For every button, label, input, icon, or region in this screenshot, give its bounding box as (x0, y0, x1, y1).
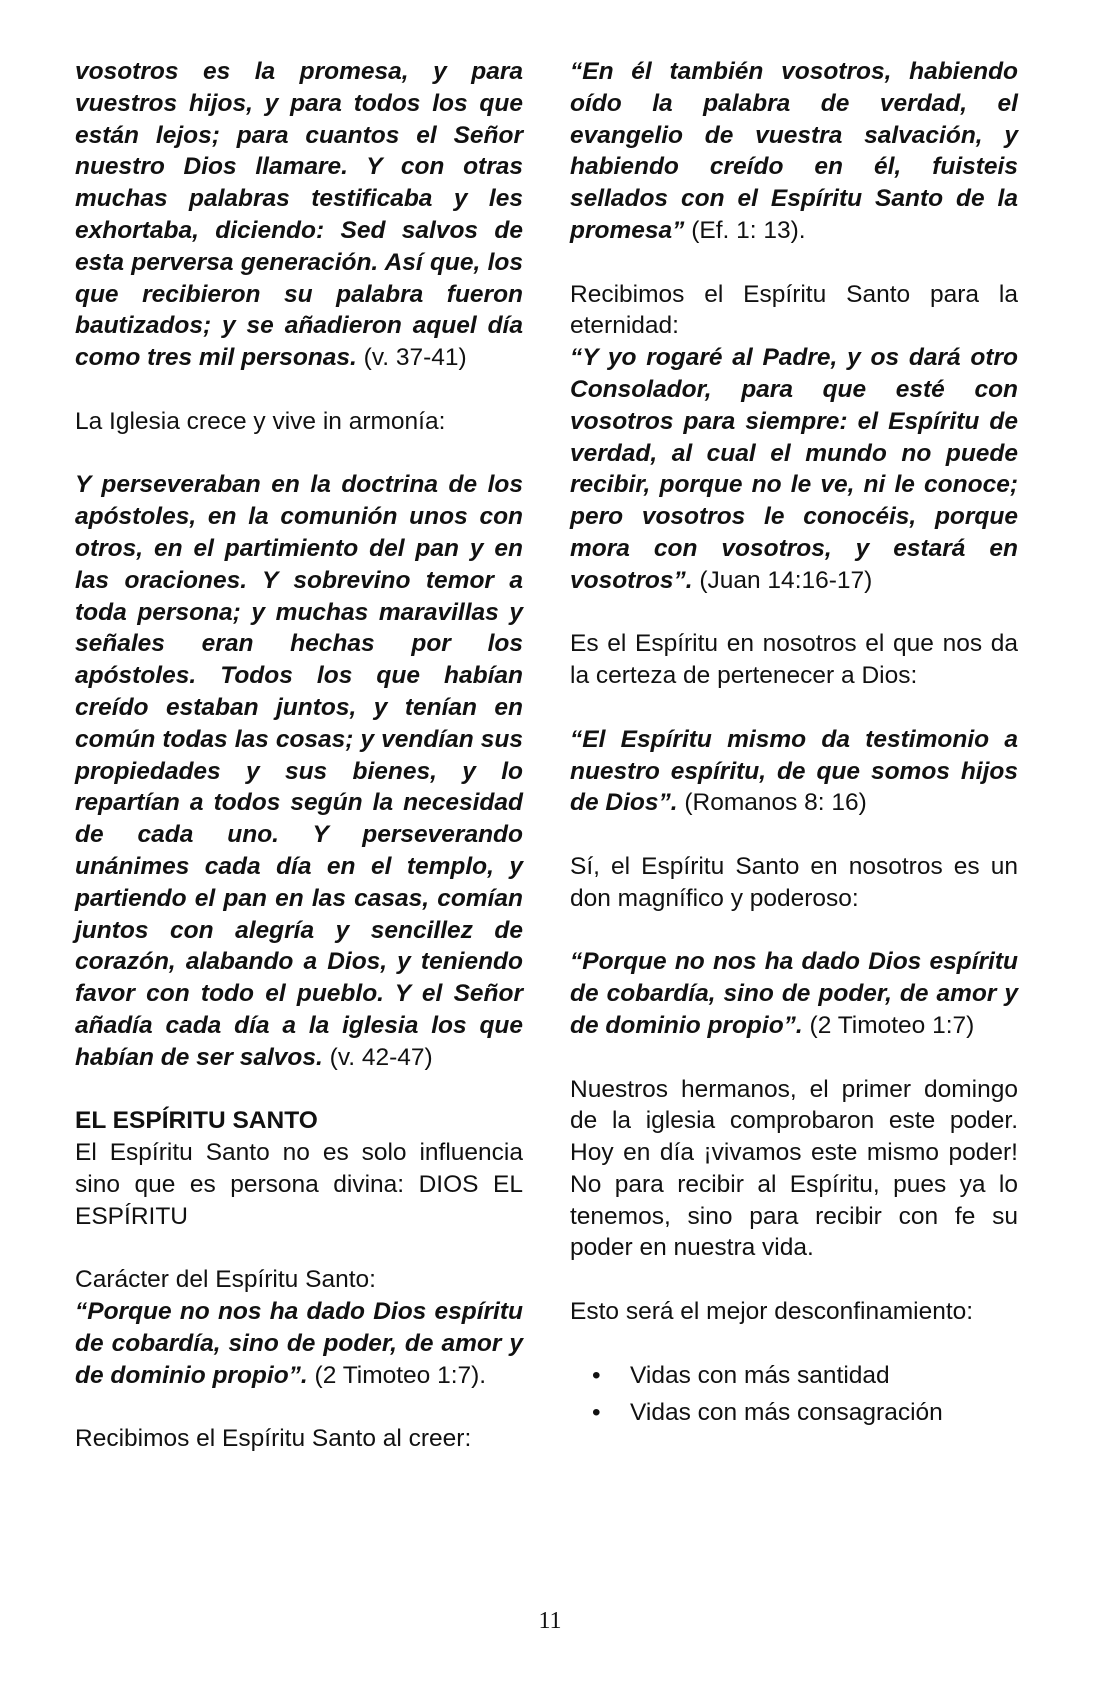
paragraph-acts-42-47 (75, 469, 523, 1073)
list-item (570, 1397, 1018, 1429)
list-item (570, 1360, 1018, 1392)
bullet-list (570, 1360, 1018, 1430)
paragraph-eternity (570, 279, 1018, 597)
verse-reference: (2 Timoteo 1:7). (314, 1361, 487, 1389)
bible-verse: Y perseveraban en la doctrina de los apóstoles, en la comunión unos con otros, en el partimiento del pan y en las oraciones. Y sobrevino temor a toda persona; y muchas maravillas y señales eran hechas por los apóstoles. Todos los que habían creído estaban juntos, y tenían en común todas las cosas; y vendían sus propiedades y sus bienes, y lo repartían a todos según la necesidad de cada uno. Y perseverando unánimes cada día en el templo, y partiendo el pan en las casas, comían juntos con alegría y sencillez de corazón, alabando a Dios, y teniendo favor con todo el pueblo. Y el Señor añadía cada día a la iglesia los que habían de ser salvos. (75, 471, 523, 1071)
bullet-icon: • (592, 1361, 601, 1389)
bible-verse: “En él también vosotros, habiendo oído la palabra de verdad, el evangelio de vuestra salvación, y habiendo creído en él, fuisteis sellados con el Espíritu Santo de la promesa” (570, 58, 1018, 244)
verse-reference: (Ef. 1: 13). (691, 216, 806, 244)
bullet-icon: • (592, 1399, 601, 1427)
verse-reference: (v. 42-47) (329, 1043, 433, 1071)
bible-verse: “Porque no nos ha dado Dios espíritu de cobardía, sino de poder, de amor y de dominio propio”. (570, 948, 1018, 1039)
list-item-text: Vidas con más santidad (630, 1361, 890, 1389)
bible-verse: “Y yo rogaré al Padre, y os dará otro Consolador, para que esté con vosotros para siempre: el Espíritu de verdad, al cual el mundo no puede recibir, porque no le ve, ni le conoce; pero vosotros le conocéis, porque mora con vosotros, y estará en vosotros”. (570, 344, 1018, 594)
verse-reference: (2 Timoteo 1:7) (809, 1011, 975, 1039)
paragraph-certainty: Es el Espíritu en nosotros el que nos da la certeza de pertenecer a Dios: (570, 630, 1018, 690)
paragraph-intro: Recibimos el Espíritu Santo para la eternidad: (570, 280, 1018, 340)
left-column (75, 56, 523, 1455)
paragraph-gift: Sí, el Espíritu Santo en nosotros es un don magnífico y poderoso: (570, 852, 1018, 912)
section-heading: EL ESPÍRITU SANTO (75, 1107, 318, 1135)
verse-reference: (Juan 14:16-17) (699, 566, 873, 594)
paragraph-intro: Carácter del Espíritu Santo: (75, 1266, 376, 1294)
paragraph-holy-spirit-person: El Espíritu Santo no es solo influencia sino que es persona divina: DIOS EL ESPÍRITU (75, 1139, 523, 1230)
paragraph-ephesians (570, 56, 1018, 247)
paragraph-first-sunday: Nuestros hermanos, el primer domingo de la iglesia comprobaron este poder. Hoy en día ¡vivamos este mismo poder! No para recibir al Espíritu, pues ya lo tenemos, sino para recibir con fe su poder en nuestra vida. (570, 1075, 1018, 1262)
paragraph-church-grows: La Iglesia crece y vive in armonía: (75, 407, 446, 435)
list-item-text: Vidas con más consagración (630, 1399, 943, 1427)
bible-verse: vosotros es la promesa, y para vuestros hijos, y para todos los que están lejos; para cuantos el Señor nuestro Dios llamare. Y con otras muchas palabras testificaba y les exhortaba, diciendo: Sed salvos de esta perversa generación. Así que, los que recibieron su palabra fueron bautizados; y se añadieron aquel día como tres mil personas. (75, 58, 523, 372)
right-column (570, 56, 1018, 1435)
paragraph-receive-believing: Recibimos el Espíritu Santo al creer: (75, 1425, 472, 1453)
bible-verse: “Porque no nos ha dado Dios espíritu de cobardía, sino de poder, de amor y de dominio propio”. (75, 1298, 523, 1389)
page-number: 11 (538, 1608, 562, 1634)
paragraph-character (75, 1264, 523, 1391)
paragraph-romans (570, 724, 1018, 819)
paragraph-deconfinement: Esto será el mejor desconfinamiento: (570, 1298, 974, 1326)
paragraph-acts-2-verse (75, 56, 523, 374)
verse-reference: (Romanos 8: 16) (684, 789, 867, 817)
bible-verse: “El Espíritu mismo da testimonio a nuestro espíritu, de que somos hijos de Dios”. (570, 725, 1018, 817)
paragraph-timothy (570, 946, 1018, 1041)
verse-reference: (v. 37-41) (363, 344, 467, 372)
